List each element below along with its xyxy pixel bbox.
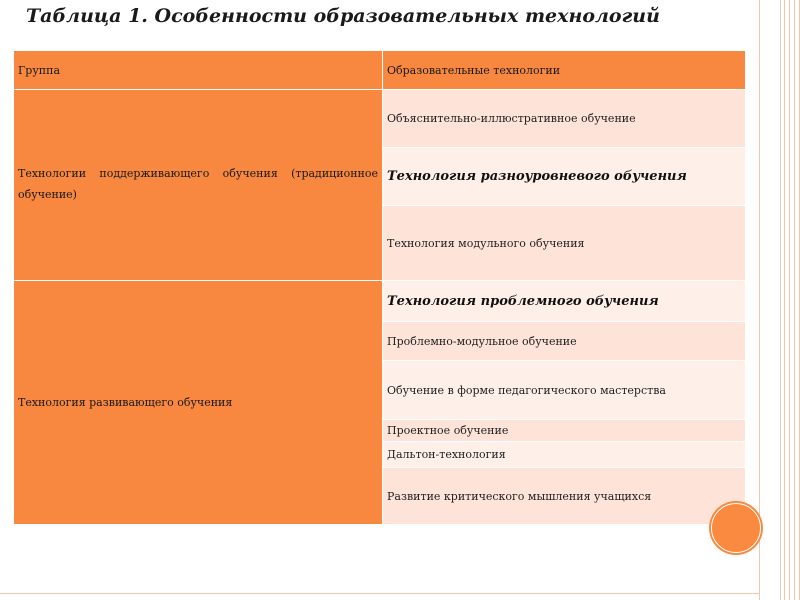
- technology-cell: Проектное обучение: [383, 420, 746, 442]
- table-row: [14, 90, 746, 148]
- technology-cell: Объяснительно-иллюстративное обучение: [383, 90, 746, 148]
- group-cell-developing: Технология развивающего обучения: [14, 281, 383, 525]
- header-group: Группа: [14, 51, 383, 90]
- technology-cell: Дальтон-технология: [383, 442, 746, 468]
- technology-cell: Технология разноуровневого обучения: [383, 148, 746, 206]
- technology-cell: Технология модульного обучения: [383, 206, 746, 281]
- table-header-row: [14, 51, 746, 90]
- page-title: Таблица 1. Особенности образовательных технологий: [26, 5, 660, 27]
- technology-cell: Технология проблемного обучения: [383, 281, 746, 322]
- technology-cell: Развитие критического мышления учащихся: [383, 468, 746, 525]
- technologies-table: [13, 50, 746, 525]
- decorative-bottom-line: [0, 593, 760, 594]
- technology-cell: Обучение в форме педагогического мастерства: [383, 361, 746, 420]
- decorative-side-border: [759, 0, 800, 600]
- decorative-circle: [711, 503, 761, 553]
- header-technologies: Образовательные технологии: [383, 51, 746, 90]
- group-cell-supporting: Технологии поддерживающего обучения (традиционное обучение): [14, 90, 383, 281]
- technology-cell: Проблемно-модульное обучение: [383, 322, 746, 361]
- table-row: [14, 281, 746, 322]
